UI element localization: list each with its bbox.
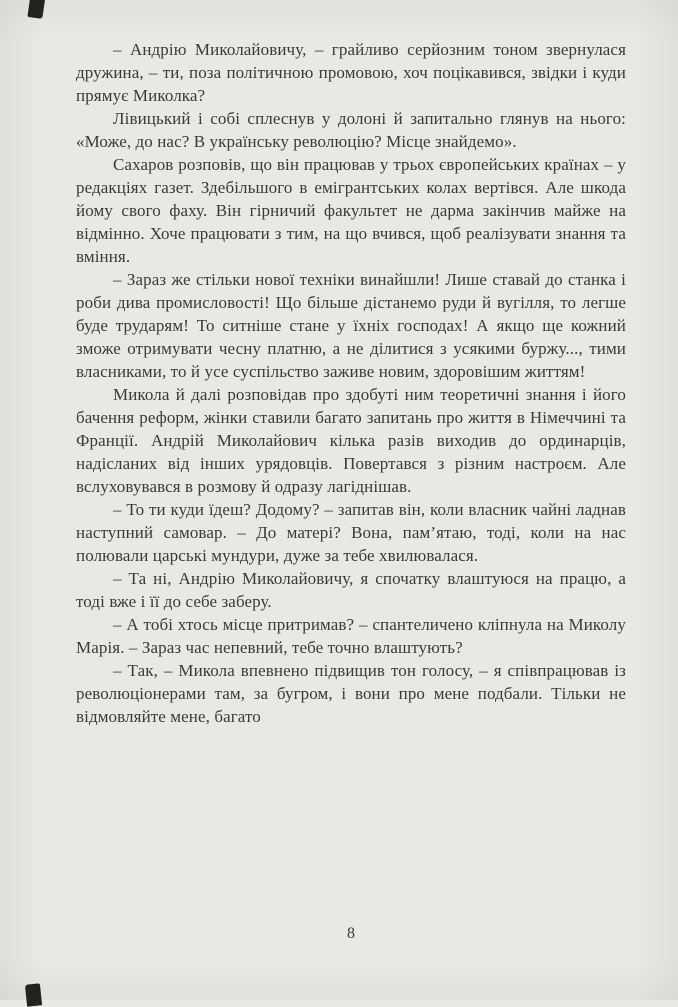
paragraph-dialogue-5: – А тобі хтось місце притримав? – спантеличено кліпнула на Миколу Марія. – Зараз час непевний, тебе точно влаштують? (76, 615, 626, 657)
page-text (76, 38, 626, 728)
paragraph-narration-1: Лівицький і собі сплеснув у долоні й запитально глянув на нього: «Може, до нас? В українську революцію? Місце знайдемо». (76, 109, 626, 151)
scan-artifact-top-left (27, 0, 45, 19)
paragraph-dialogue-6: – Так, – Микола впевнено підвищив тон голосу, – я співпрацював із революціонерами там, за бугром, і вони про мене подбали. Тільки не відмовляйте мене, багато (76, 661, 626, 726)
paragraph-dialogue-2: – Зараз же стільки нової техніки винайшли! Лише ставай до станка і роби дива промисловості! Що більше дістанемо руди й вугілля, то легше буде трударям! То ситніше стане у їхніх господах! А якщо ще кожний зможе отримувати чесну платню, а не ділитися з усякими буржу..., тими власниками, то й усе суспільство заживе новим, здоровішим життям! (76, 270, 626, 381)
scan-artifact-bottom-left (25, 983, 42, 1006)
page-number: 8 (347, 925, 355, 942)
paragraph-dialogue-3: – То ти куди їдеш? Додому? – запитав він, коли власник чайні ладнав наступний самовар. – До матері? Вона, пам’ятаю, тоді, коли на нас полювали царські мундури, дуже за тебе хвилювалася. (76, 500, 626, 565)
paragraph-dialogue-4: – Та ні, Андрію Миколайовичу, я спочатку влаштуюся на працю, а тоді вже і її до себе заберу. (76, 569, 626, 611)
paragraph-narration-3: Микола й далі розповідав про здобуті ним теоретичні знання і його бачення реформ, жінки ставили багато запитань про життя в Німеччині та Франції. Андрій Миколайович кілька разів виходив до ординарців, надісланих від інших урядовців. Повертався з різним настроєм. Але вслуховувався в розмову й одразу лагіднішав. (76, 385, 626, 496)
paragraph-dialogue-1: – Андрію Миколайовичу, – грайливо серйозним тоном звернулася дружина, – ти, поза політичною промовою, хоч поцікавився, звідки і куди прямує Миколка? (76, 40, 626, 105)
paragraph-narration-2: Сахаров розповів, що він працював у трьох європейських країнах – у редакціях газет. Здебільшого в емігрантських колах вертівся. Але шкода йому свого фаху. Він гірничий факультет не дарма закінчив майже на відмінно. Хоче працювати з тим, на що вчився, щоб реалізувати знання та вміння. (76, 155, 626, 266)
